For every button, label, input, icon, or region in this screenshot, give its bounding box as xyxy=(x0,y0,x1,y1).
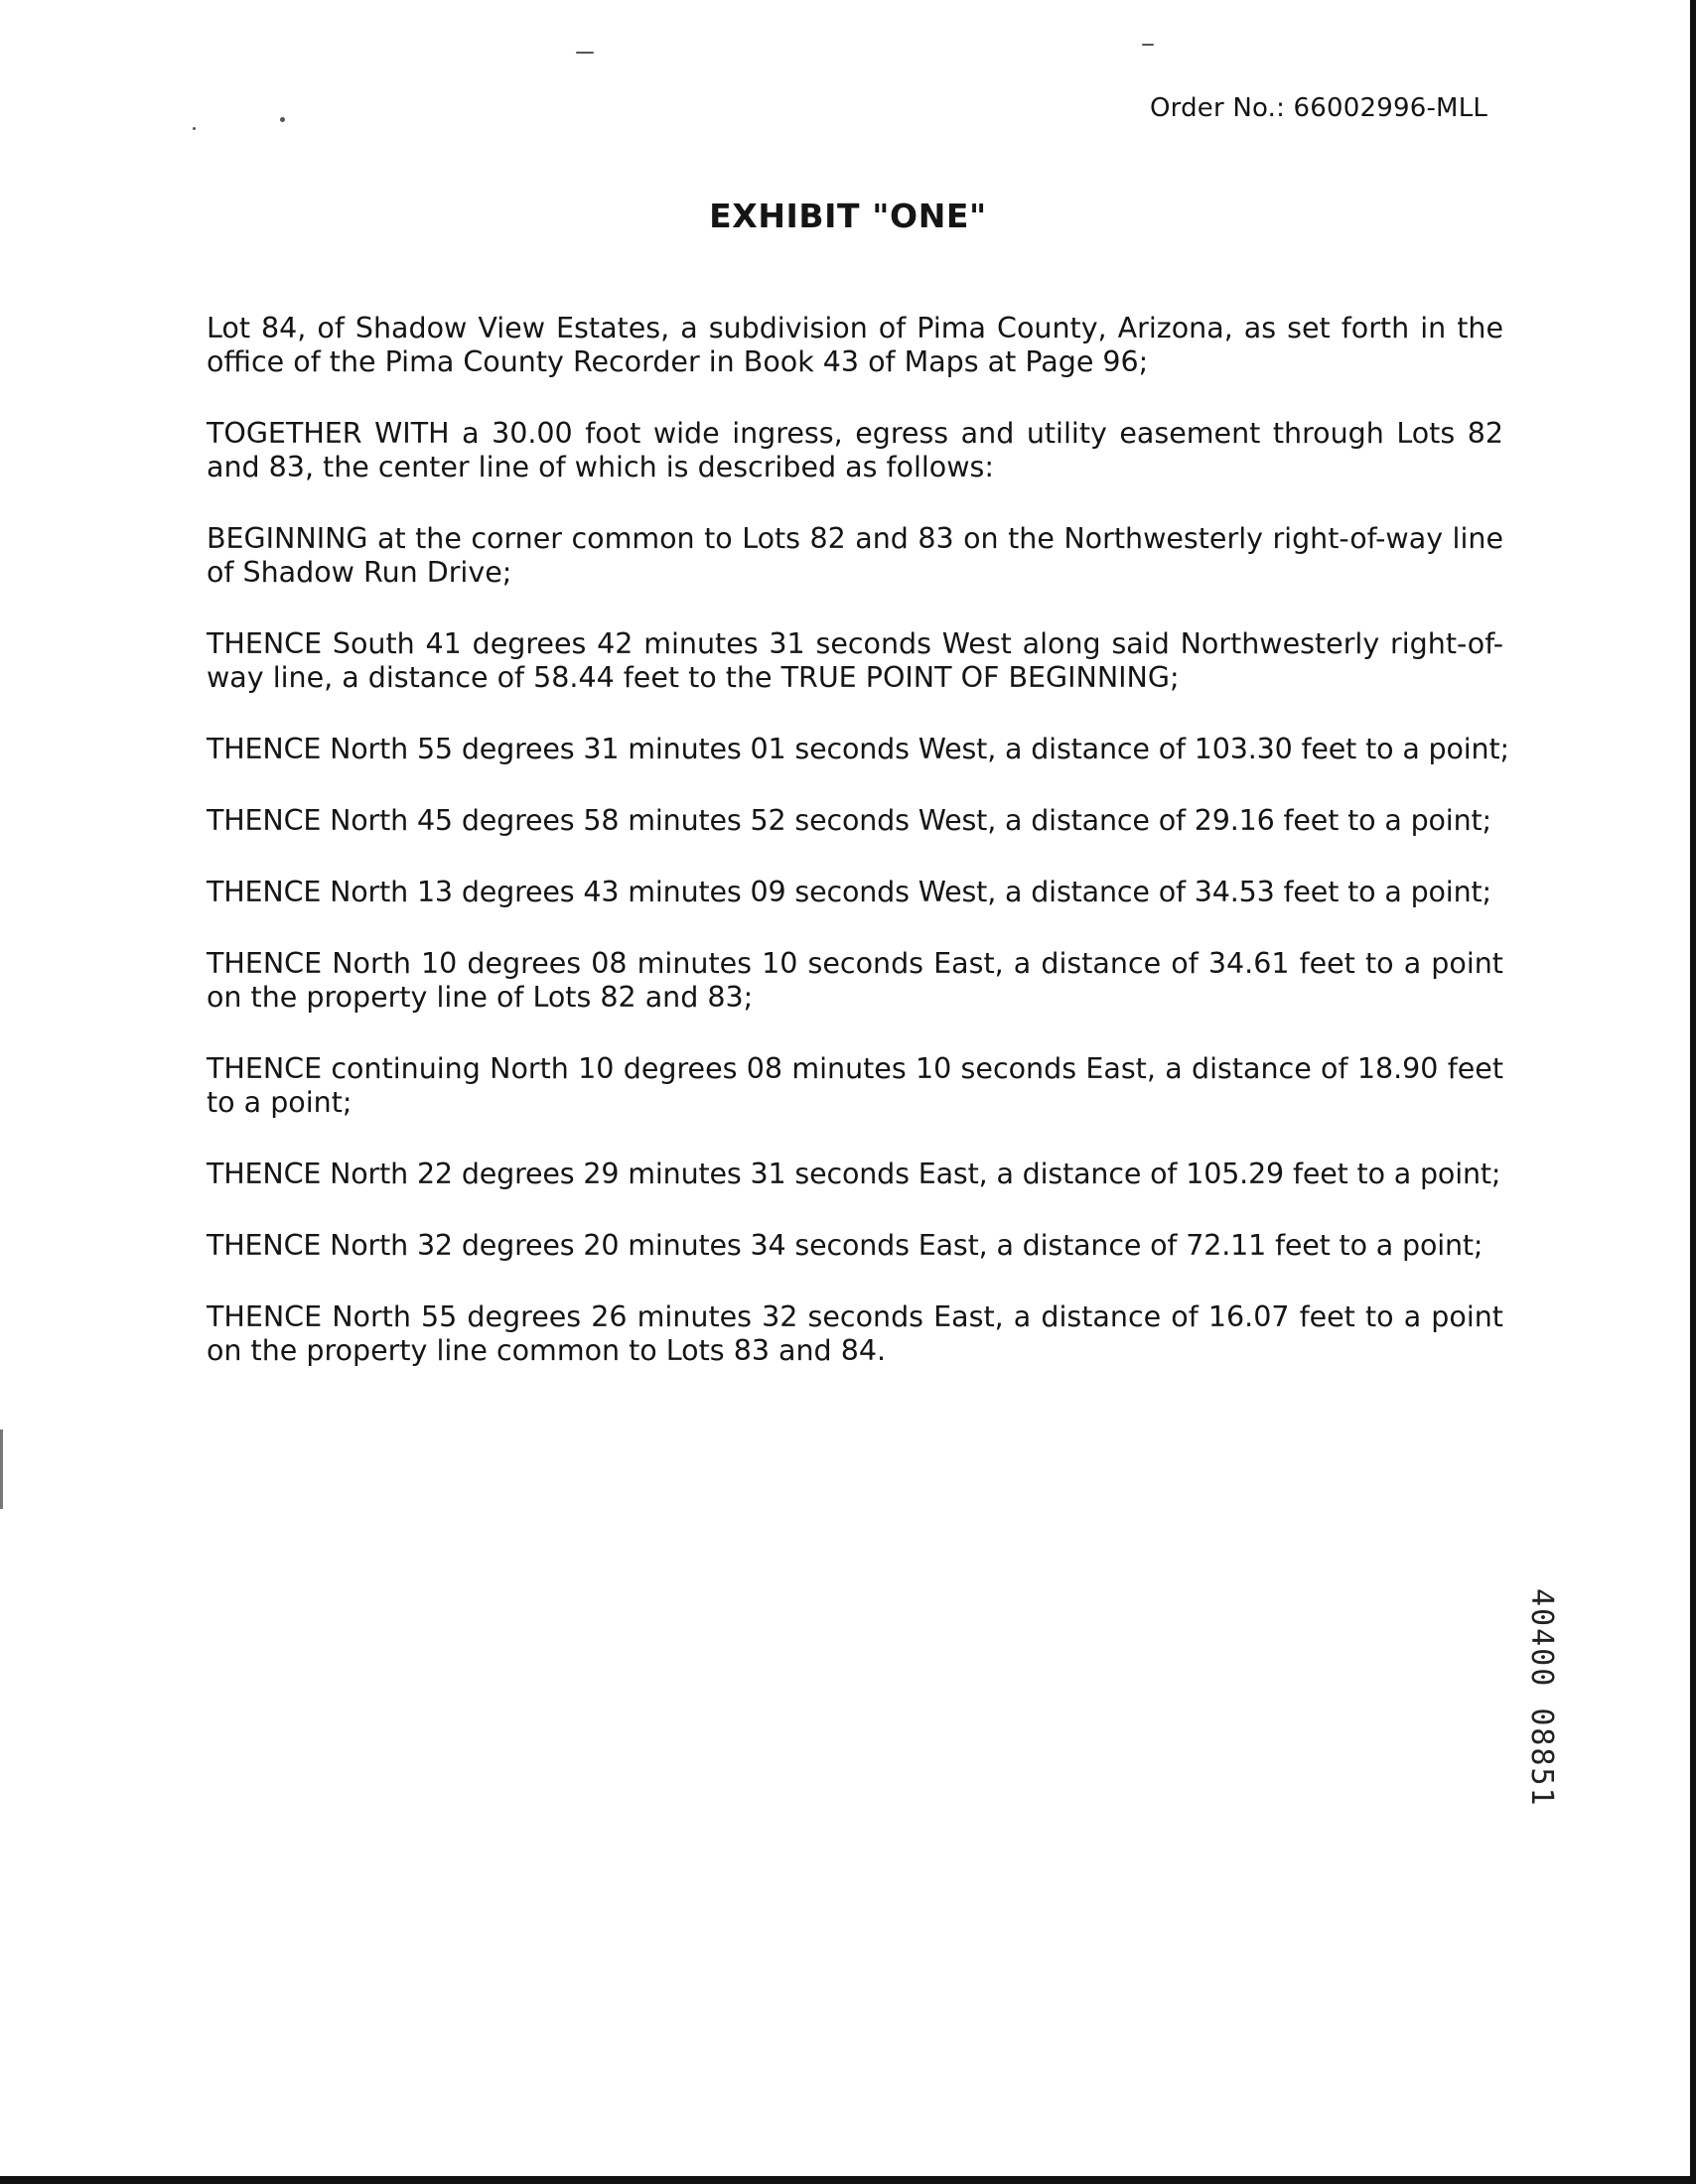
paragraph-course: THENCE North 55 degrees 26 minutes 32 seconds East, a distance of 16.07 feet to a point on the property line common to Lots 83 and 84. xyxy=(207,1300,1503,1367)
scan-edge-bottom xyxy=(0,2176,1696,2184)
scan-speck xyxy=(193,127,196,130)
paragraph-course: THENCE North 10 degrees 08 minutes 10 seconds East, a distance of 34.61 feet to a point on the property line of Lots 82 and 83; xyxy=(207,947,1503,1014)
scan-edge-right xyxy=(1690,0,1696,2184)
scan-speck xyxy=(1142,44,1154,46)
order-number: Order No.: 66002996-MLL xyxy=(1150,93,1488,123)
paragraph-course: THENCE continuing North 10 degrees 08 minutes 10 seconds East, a distance of 18.90 feet to a point; xyxy=(207,1052,1503,1119)
paragraph-lot-description: Lot 84, of Shadow View Estates, a subdivision of Pima County, Arizona, as set forth in the office of the Pima County Recorder in Book 43 of Maps at Page 96; xyxy=(207,312,1503,378)
scan-speck xyxy=(576,52,594,54)
paragraph-course: THENCE North 32 degrees 20 minutes 34 seconds East, a distance of 72.11 feet to a point; xyxy=(207,1229,1484,1262)
paragraph-course: THENCE North 45 degrees 58 minutes 52 seconds West, a distance of 29.16 feet to a point; xyxy=(207,804,1491,837)
scan-edge-left-mark xyxy=(0,1430,3,1509)
paragraph-easement: TOGETHER WITH a 30.00 foot wide ingress, egress and utility easement through Lots 82 and 83, the center line of which is described as follows: xyxy=(207,417,1503,483)
paragraph-beginning: BEGINNING at the corner common to Lots 82 and 83 on the Northwesterly right-of-way line of Shadow Run Drive; xyxy=(207,522,1503,589)
paragraph-course: THENCE North 55 degrees 31 minutes 01 seconds West, a distance of 103.30 feet to a point; xyxy=(207,733,1509,765)
exhibit-title: EXHIBIT "ONE" xyxy=(709,197,987,235)
scan-speck xyxy=(280,117,285,122)
recording-stamp: 40400 08851 xyxy=(1524,1588,1559,1808)
paragraph-course: THENCE North 13 degrees 43 minutes 09 seconds West, a distance of 34.53 feet to a point; xyxy=(207,876,1491,908)
paragraph-course: THENCE North 22 degrees 29 minutes 31 seconds East, a distance of 105.29 feet to a point; xyxy=(207,1158,1501,1190)
legal-description xyxy=(207,312,1509,1406)
paragraph-course: THENCE South 41 degrees 42 minutes 31 seconds West along said Northwesterly right-of-way line, a distance of 58.44 feet to the TRUE POINT OF BEGINNING; xyxy=(207,627,1503,694)
